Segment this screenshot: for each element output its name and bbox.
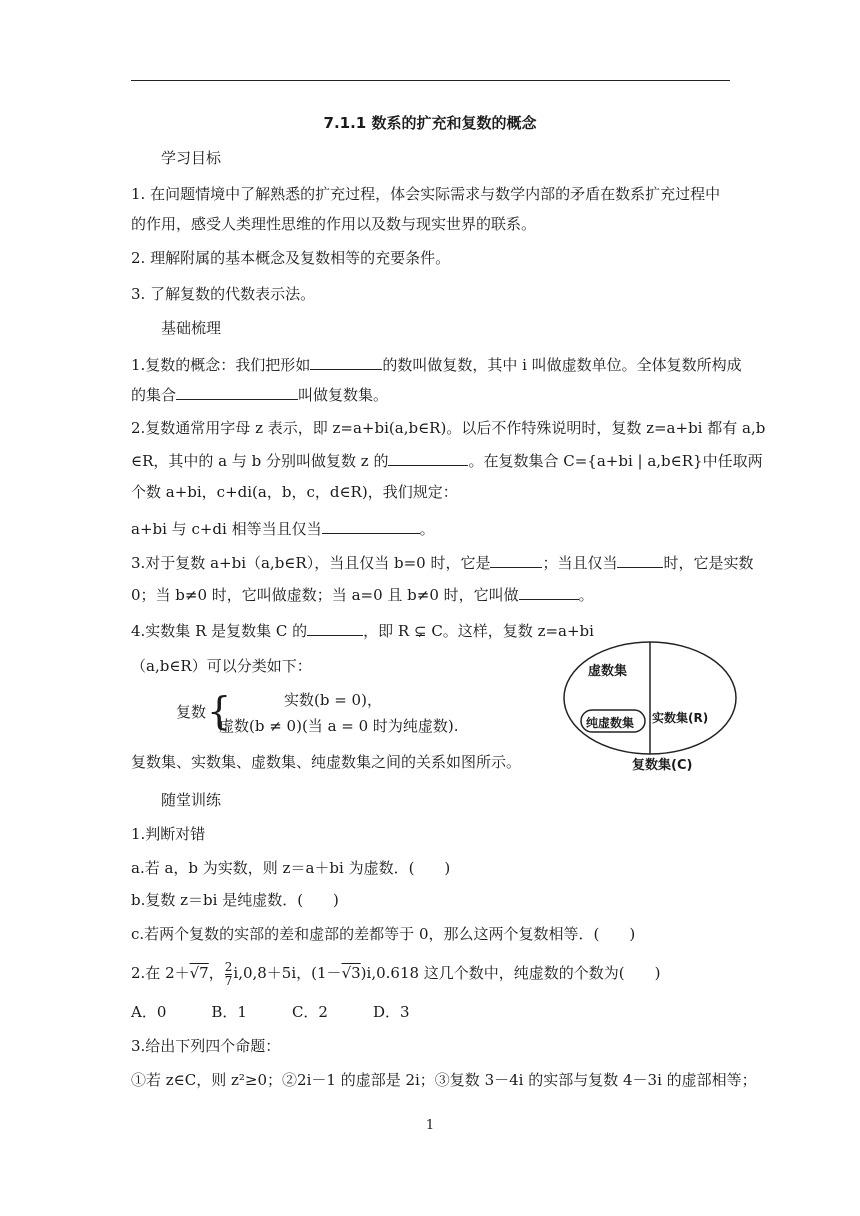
- practice-q1: 1.判断对错: [131, 825, 206, 843]
- fill-blank[interactable]: [176, 384, 298, 400]
- page-number: 1: [425, 1118, 435, 1133]
- basics-p5: 复数集、实数集、虚数集、纯虚数集之间的关系如图所示。: [131, 753, 522, 771]
- classification-brace: {: [207, 689, 232, 733]
- basics-p2b: ∈R，其中的 a 与 b 分别叫做复数 z 的 。在复数集合 C={a+bi | a,b∈R}中任取两: [131, 452, 763, 470]
- fill-blank[interactable]: [519, 584, 579, 600]
- practice-q1c: c.若两个复数的实部的差和虚部的差都等于 0，那么这两个复数相等．( ): [131, 925, 636, 943]
- practice-q1a: a.若 a，b 为实数，则 z＝a＋bi 为虚数．( ): [131, 859, 451, 877]
- basics-p2d: a+bi 与 c+di 相等当且仅当 。: [131, 520, 435, 538]
- classification-imag: 虚数(b ≠ 0)(当 a = 0 时为纯虚数).: [219, 717, 459, 735]
- goal-2: 2. 理解附属的基本概念及复数相等的充要条件。: [131, 249, 451, 267]
- basics-p1a: 1.复数的概念：我们把形如 的数叫做复数，其中 i 叫做虚数单位。全体复数所构成: [131, 356, 742, 374]
- header-rule: [131, 80, 730, 81]
- basics-p4a: 4.实数集 R 是复数集 C 的 ，即 R ⊊ C。这样，复数 z=a+bi: [131, 622, 594, 640]
- real-set-label: 实数集(R): [652, 711, 709, 725]
- fill-blank[interactable]: [388, 450, 468, 466]
- goal-1a: 1. 在问题情境中了解熟悉的扩充过程，体会实际需求与数学内部的矛盾在数系扩充过程中: [131, 185, 721, 203]
- imag-set-label: 虚数集: [588, 664, 628, 679]
- fill-blank[interactable]: [310, 354, 382, 370]
- goals-heading: 学习目标: [161, 149, 222, 167]
- classification-real: 实数(b = 0)，: [284, 691, 382, 709]
- practice-q2-options: A．0 B．1 C．2 D．3: [131, 1003, 410, 1021]
- basics-p4b: （a,b∈R）可以分类如下：: [131, 657, 312, 675]
- complex-set-label: 复数集(C): [632, 758, 693, 773]
- practice-q3: 3.给出下列四个命题：: [131, 1037, 281, 1055]
- basics-p2c: 个数 a+bi，c+di(a，b，c，d∈R)，我们规定：: [131, 483, 458, 501]
- goal-3: 3. 了解复数的代数表示法。: [131, 285, 316, 303]
- fill-blank[interactable]: [617, 552, 663, 568]
- fill-blank[interactable]: [490, 552, 542, 568]
- basics-p3b: 0；当 b≠0 时，它叫做虚数；当 a=0 且 b≠0 时，它叫做 。: [131, 586, 594, 604]
- basics-p1b: 的集合 叫做复数集。: [131, 386, 389, 404]
- practice-q1b: b.复数 z＝bi 是纯虚数．( ): [131, 891, 339, 909]
- basics-p3a: 3.对于复数 a+bi（a,b∈R），当且仅当 b=0 时，它是 ；当且仅当 时，它是实数: [131, 554, 754, 572]
- basics-p2a: 2.复数通常用字母 z 表示，即 z=a+bi(a,b∈R)。以后不作特殊说明时，复数 z=a+bi 都有 a,b: [131, 419, 766, 437]
- practice-q2: 2.在 2＋√7， $\frac{2}{7}$ i,0,8＋5i，(1－√3)i,0.618 这几个数中，纯虚数的个数为( ): [131, 959, 661, 988]
- classification-label: 复数: [176, 703, 207, 721]
- doc-title: 7.1.1 数系的扩充和复数的概念: [323, 114, 537, 132]
- fill-blank[interactable]: [307, 620, 363, 636]
- number-set-diagram: [560, 640, 740, 780]
- pure-imag-set-label: 纯虚数集: [586, 716, 635, 730]
- fill-blank[interactable]: [322, 518, 420, 534]
- practice-q3a: ①若 z∈C，则 z²≥0；②2i－1 的虚部是 2i；③复数 3－4i 的实部与复数 4－3i 的虚部相等；: [131, 1071, 757, 1089]
- basics-heading: 基础梳理: [161, 319, 222, 337]
- goal-1b: 的作用，感受人类理性思维的作用以及数与现实世界的联系。: [131, 215, 537, 233]
- practice-heading: 随堂训练: [161, 791, 222, 809]
